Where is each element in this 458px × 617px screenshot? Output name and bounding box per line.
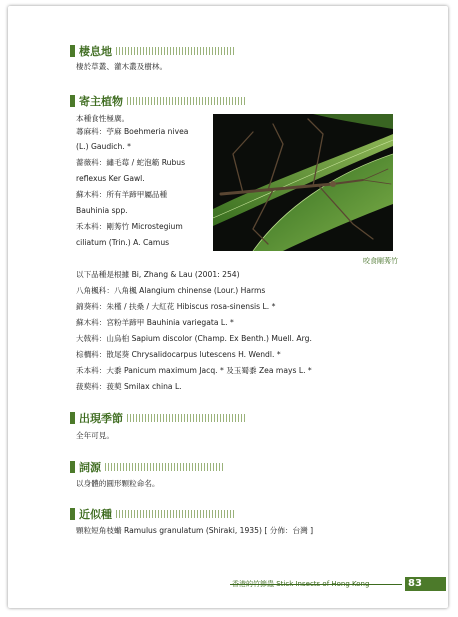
host-extra-line: 菝葜科：菝葜 Smilax china L. (76, 382, 182, 391)
section-title-etymology (70, 460, 225, 474)
section-title-text: 詞源 (79, 461, 101, 474)
section-marker (70, 95, 75, 107)
host-line: 蘇木科：所有羊蹄甲屬品種 (76, 190, 168, 199)
page-number: 83 (405, 577, 446, 591)
section-title-season (70, 411, 247, 425)
host-line: 本種食性極廣。 (76, 114, 130, 123)
dotted-rule (116, 510, 236, 518)
section-title-text: 出現季節 (79, 412, 123, 425)
section-marker (70, 461, 75, 473)
host-line: 薔薇科：繡毛莓 / 蛇泡簕 Rubus (76, 158, 186, 167)
host-line: 禾本科：剛莠竹 Microstegium (76, 222, 183, 231)
section-title-host-plants (70, 94, 247, 108)
dotted-rule (105, 463, 225, 471)
host-line: reflexus Ker Gawl. (76, 174, 145, 183)
host-extra-line: 禾本科：大黍 Panicum maximum Jacq. * 及玉蜀黍 Zea mays L. * (76, 366, 312, 375)
host-extra-line: 棕櫚科：散尾葵 Chrysalidocarpus lutescens H. Wendl. * (76, 350, 281, 359)
host-extra-line: 以下品種是根據 Bi, Zhang & Lau (2001: 254) (76, 270, 240, 279)
section-marker (70, 412, 75, 424)
host-line: Bauhinia spp. (76, 206, 128, 215)
similar-text: 顆粒短角枝䗛 Ramulus granulatum (Shiraki, 1935) [ 分佈：台灣 ] (76, 526, 314, 535)
host-extra-line: 錦葵科：朱槿 / 扶桑 / 大紅花 Hibiscus rosa-sinensis L. * (76, 302, 276, 311)
photo-illustration (213, 114, 393, 251)
section-title-text: 寄主植物 (79, 95, 123, 108)
footer-title: 香港的竹節蟲 Stick Insects of Hong Kong (232, 580, 370, 588)
section-marker (70, 508, 75, 520)
section-title-text: 近似種 (79, 508, 112, 521)
etymology-text: 以身體的圓形顆粒命名。 (76, 479, 160, 488)
habitat-text: 棲於草叢、灌木叢及樹林。 (76, 62, 168, 71)
host-extra-line: 八角楓科：八角楓 Alangium chinense (Lour.) Harms (76, 286, 266, 295)
dotted-rule (127, 414, 247, 422)
section-title-text: 棲息地 (79, 45, 112, 58)
section-marker (70, 45, 75, 57)
season-text: 全年可見。 (76, 431, 114, 440)
host-line: (L.) Gaudich. * (76, 142, 131, 151)
section-title-habitat (70, 44, 236, 58)
dotted-rule (116, 47, 236, 55)
stick-insect-photo (213, 114, 393, 251)
section-title-similar (70, 507, 236, 521)
host-extra-line: 蘇木科：宮粉羊蹄甲 Bauhinia variegata L. * (76, 318, 234, 327)
host-line: ciliatum (Trin.) A. Camus (76, 238, 170, 247)
host-extra-line: 大戟科：山烏桕 Sapium discolor (Champ. Ex Benth.) Muell. Arg. (76, 334, 312, 343)
photo-caption: 咬食剛莠竹 (363, 257, 398, 265)
host-line: 蕁麻科：苧麻 Boehmeria nivea (76, 127, 189, 136)
dotted-rule (127, 97, 247, 105)
